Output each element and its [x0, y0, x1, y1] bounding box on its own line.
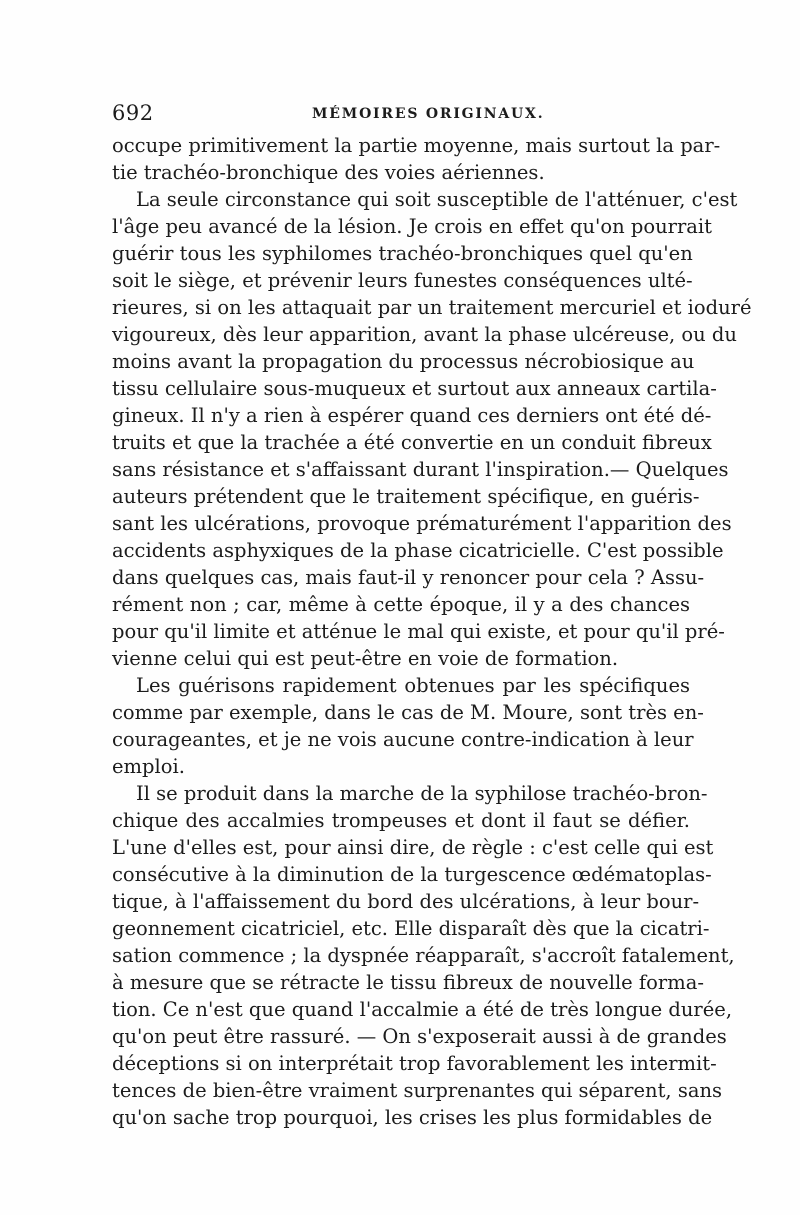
text-line: dans quelques cas, mais faut-il y renoncer pour cela ? Assu-: [112, 566, 705, 589]
text-line: La seule circonstance qui soit susceptible de l'atténuer, c'est: [136, 188, 738, 211]
text-line: tences de bien-être vraiment surprenantes qui séparent, sans: [112, 1079, 723, 1102]
text-line: sans résistance et s'affaissant durant l'inspiration.— Quelques: [112, 458, 729, 481]
text-line: Il se produit dans la marche de la syphilose trachéo-bron-: [136, 782, 708, 805]
text-line: guérir tous les syphilomes trachéo-bronchiques quel qu'en: [112, 242, 693, 265]
text-line: consécutive à la diminution de la turgescence œdématoplas-: [112, 863, 712, 886]
text-line: gineux. Il n'y a rien à espérer quand ces derniers ont été dé-: [112, 404, 712, 427]
text-line: moins avant la propagation du processus nécrobiosique au: [112, 350, 695, 373]
running-title: MÉMOIRES ORIGINAUX.: [312, 106, 545, 122]
body-text: [112, 132, 752, 1131]
text-line: geonnement cicatriciel, etc. Elle disparaît dès que la cicatri-: [112, 917, 710, 940]
text-line: tion. Ce n'est que quand l'accalmie a été de très longue durée,: [112, 998, 733, 1021]
text-line: tique, à l'affaissement du bord des ulcérations, à leur bour-: [112, 890, 700, 913]
text-line: Les guérisons rapidement obtenues par les spécifiques: [136, 674, 690, 697]
text-line: auteurs prétendent que le traitement spécifique, en guéris-: [112, 485, 700, 508]
text-line: comme par exemple, dans le cas de M. Moure, sont très en-: [112, 701, 704, 724]
text-line: à mesure que se rétracte le tissu fibreux de nouvelle forma-: [112, 971, 704, 994]
text-line: rieures, si on les attaquait par un traitement mercuriel et ioduré: [112, 296, 752, 319]
text-line: vigoureux, dès leur apparition, avant la phase ulcéreuse, ou du: [112, 323, 737, 346]
text-line: occupe primitivement la partie moyenne, mais surtout la par-: [112, 134, 721, 157]
text-line: rément non ; car, même à cette époque, il y a des chances: [112, 593, 690, 616]
text-line: chique des accalmies trompeuses et dont il faut se défier.: [112, 809, 690, 832]
text-line: tissu cellulaire sous-muqueux et surtout aux anneaux cartila-: [112, 377, 717, 400]
text-line: accidents asphyxiques de la phase cicatricielle. C'est possible: [112, 539, 724, 562]
text-line: emploi.: [112, 755, 185, 778]
text-line: courageantes, et je ne vois aucune contre-indication à leur: [112, 728, 694, 751]
text-line: sant les ulcérations, provoque prématurément l'apparition des: [112, 512, 732, 535]
text-line: sation commence ; la dyspnée réapparaît, s'accroît fatalement,: [112, 944, 735, 967]
text-line: qu'on sache trop pourquoi, les crises les plus formidables de: [112, 1106, 713, 1129]
text-line: déceptions si on interprétait trop favorablement les intermit-: [112, 1052, 717, 1075]
text-line: L'une d'elles est, pour ainsi dire, de règle : c'est celle qui est: [112, 836, 714, 859]
text-line: vienne celui qui est peut-être en voie de formation.: [112, 647, 619, 670]
text-line: qu'on peut être rassuré. — On s'exposerait aussi à de grandes: [112, 1025, 727, 1048]
running-head: [112, 101, 686, 125]
text-line: soit le siège, et prévenir leurs funestes conséquences ulté-: [112, 269, 693, 292]
page-number: 692: [112, 101, 154, 125]
text-line: tie trachéo-bronchique des voies aériennes.: [112, 161, 545, 184]
text-line: pour qu'il limite et atténue le mal qui existe, et pour qu'il pré-: [112, 620, 725, 643]
text-line: l'âge peu avancé de la lésion. Je crois en effet qu'on pourrait: [112, 215, 712, 238]
text-line: truits et que la trachée a été convertie en un conduit fibreux: [112, 431, 712, 454]
